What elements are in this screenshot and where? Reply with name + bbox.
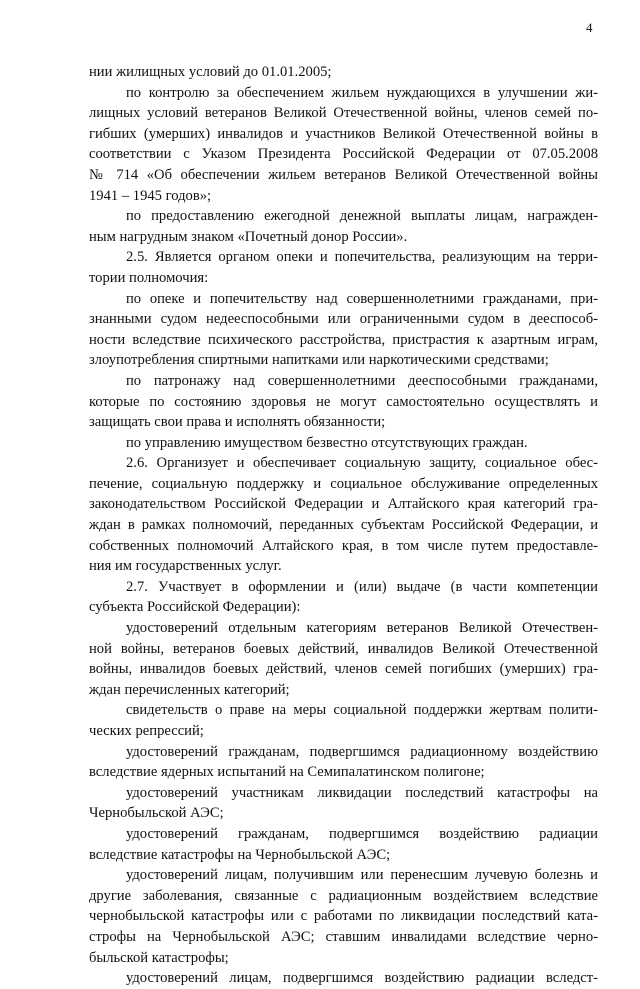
text-line: тории полномочия: [89, 269, 209, 286]
text-line: вследствие катастрофы на Чернобыльской АЭС; [89, 846, 391, 863]
text-line: удостоверений гражданам, подвергшимся воздействию радиации [126, 825, 598, 842]
text-line: вследствие ядерных испытаний на Семипалатинском полигоне; [89, 764, 485, 781]
text-line: по патронажу над совершеннолетними дееспособными гражданами, [126, 372, 598, 389]
text-line: по опеке и попечительству над совершеннолетними гражданами, при- [126, 290, 598, 307]
text-line: по управлению имуществом безвестно отсутствующих граждан. [126, 434, 528, 451]
text-line: ния им государственных услуг. [89, 558, 282, 575]
text-line: злоупотребления спиртными напитками или наркотическими средствами; [89, 352, 549, 369]
text-line: соответствии с Указом Президента Российской Федерации от 07.05.2008 [89, 146, 598, 163]
text-line: удостоверений участникам ликвидации последствий катастрофы на [126, 784, 598, 801]
text-line: войны, инвалидов боевых действий, членов семей погибших (умерших) гра- [89, 661, 598, 678]
text-line: удостоверений лицам, подвергшимся воздействию радиации вследст- [126, 970, 598, 987]
text-line: удостоверений гражданам, подвергшимся радиационному воздействию [126, 743, 598, 760]
text-line: знанными судом недееспособными или ограниченными судом в дееспособ- [89, 311, 598, 328]
document-body [89, 62, 598, 989]
text-line: собственных полномочий Алтайского края, в том числе путем предоставле- [89, 537, 598, 554]
text-line: нии жилищных условий до 01.01.2005; [89, 64, 332, 80]
text-line: 1941 – 1945 годов»; [89, 187, 212, 204]
text-line: которые по состоянию здоровья не могут самостоятельно осуществлять и [89, 393, 598, 410]
text-line: удостоверений лицам, получившим или перенесшим лучевую болезнь и [126, 867, 598, 884]
text-line: строфы на Чернобыльской АЭС; ставшим инвалидами вследствие черно- [89, 928, 598, 945]
text-line: печение, социальную поддержку и социальное обслуживание определенных [89, 475, 598, 492]
text-line: чернобыльской катастрофы или с работами по ликвидации последствий ката- [89, 908, 598, 925]
text-line: ждан перечисленных категорий; [89, 681, 290, 698]
text-line: ческих репрессий; [89, 723, 204, 739]
text-line: лищных условий ветеранов Великой Отечественной войны, членов семей по- [89, 105, 598, 122]
text-line: защищать свои права и исполнять обязанности; [89, 414, 386, 431]
text-line: 2.7. Участвует в оформлении и (или) выдаче (в части компетенции [126, 578, 598, 595]
text-line: по предоставлению ежегодной денежной выплаты лицам, награжден- [126, 208, 598, 225]
text-line: гибших (умерших) инвалидов и участников Великой Отечественной войны в [89, 125, 598, 142]
text-line: ждан в рамках полномочий, переданных субъектам Российской Федерации, и [89, 517, 598, 534]
text-line: Чернобыльской АЭС; [89, 805, 224, 822]
text-line: 2.6. Организует и обеспечивает социальную защиту, социальное обес- [126, 455, 598, 472]
text-line: 2.5. Является органом опеки и попечительства, реализующим на терри- [126, 249, 598, 266]
text-line: по контролю за обеспечением жильем нуждающихся в улучшении жи- [126, 84, 598, 101]
text-line: быльской катастрофы; [89, 949, 229, 966]
page-number: 4 [586, 20, 593, 35]
text-line: законодательством Российской Федерации и Алтайского края категорий гра- [89, 496, 598, 513]
text-line: № 714 «Об обеспечении жильем ветеранов Великой Отечественной войны [89, 166, 598, 183]
text-line: ным нагрудным знаком «Почетный донор России». [89, 228, 408, 245]
text-line: ной войны, ветеранов боевых действий, инвалидов Великой Отечественной [89, 640, 598, 657]
text-line: другие заболевания, связанные с радиационным воздействием вследствие [89, 887, 598, 904]
text-line: удостоверений отдельным категориям ветеранов Великой Отечествен- [126, 620, 598, 637]
text-line: ности вследствие психического расстройства, пристрастия к азартным играм, [89, 331, 598, 348]
text-line: свидетельств о праве на меры социальной поддержки жертвам полити- [126, 702, 598, 719]
text-line: субъекта Российской Федерации): [89, 599, 301, 616]
